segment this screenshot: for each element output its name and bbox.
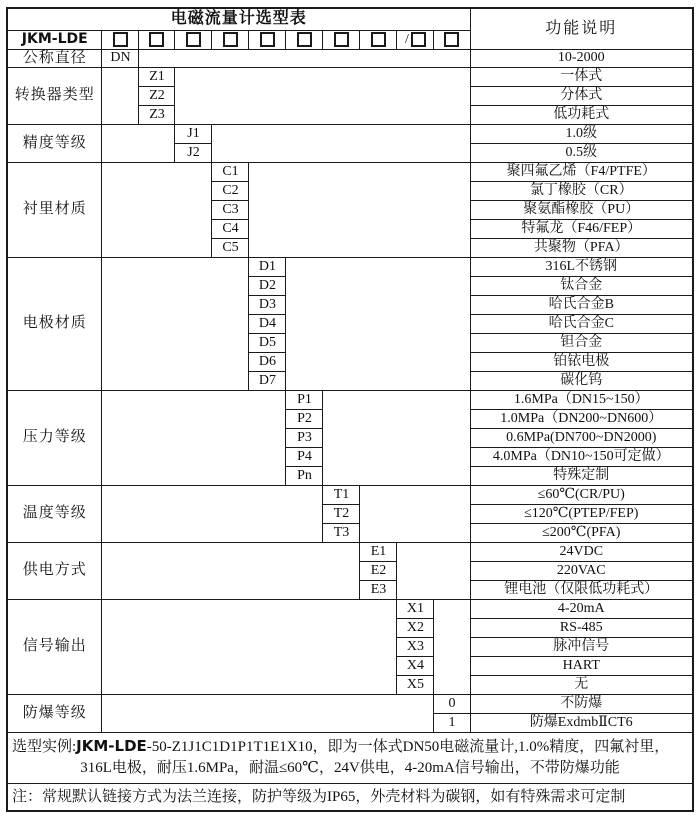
spacer-cell [360,485,470,542]
section-lining-material [7,162,693,181]
desc-D5: 钽合金 [470,333,693,352]
section-converter-type [7,67,693,86]
desc-T2: ≤120℃(PTEP/FEP) [470,504,693,523]
example-prefix: 选型实例: [11,738,77,755]
example-line1-rest: -50-Z1J1C1D1P1T1E1X10，即为一体式DN50电磁流量计,1.0%精度，四氟衬里， [146,738,670,755]
code-X2: X2 [397,618,434,637]
desc-X2: RS-485 [470,618,693,637]
checkbox[interactable] [260,32,275,47]
code-C2: C2 [212,181,249,200]
code-D6: D6 [249,352,286,371]
desc-P4: 4.0MPa（DN10~150可定做） [470,447,693,466]
example-line2: 316L电极，耐压1.6MPa，耐温≤60℃，24V供电，4-20mA信号输出，不带防爆功能 [80,760,620,777]
desc-1: 防爆ExdmbⅡCT6 [470,713,693,732]
code-E2: E2 [360,561,397,580]
code-C4: C4 [212,219,249,238]
code-Z1: Z1 [139,67,175,86]
desc-X1: 4-20mA [470,599,693,618]
desc-DN: 10-2000 [470,49,693,67]
desc-C3: 聚氨酯橡胶（PU） [470,200,693,219]
spacer-cell [102,67,139,124]
desc-Z2: 分体式 [470,86,693,105]
code-D1: D1 [249,257,286,276]
code-P2: P2 [286,409,323,428]
desc-Z1: 一体式 [470,67,693,86]
code-DN: DN [102,49,139,67]
section-accuracy-grade [7,124,693,143]
label-electrode-material: 电极材质 [7,257,102,390]
selection-table [6,7,694,812]
model-checkbox-cell [139,30,175,49]
code-C1: C1 [212,162,249,181]
desc-C1: 聚四氟乙烯（F4/PTFE） [470,162,693,181]
model-name: JKM-LDE [7,30,102,49]
function-header: 功能说明 [470,8,693,49]
checkbox[interactable] [113,32,128,47]
code-T2: T2 [323,504,360,523]
checkbox[interactable] [371,32,386,47]
label-signal-output: 信号输出 [7,599,102,694]
code-0: 0 [434,694,470,713]
checkbox[interactable] [149,32,164,47]
section-signal-output [7,599,693,618]
code-T1: T1 [323,485,360,504]
model-checkbox-cell [212,30,249,49]
desc-C2: 氯丁橡胶（CR） [470,181,693,200]
code-J1: J1 [175,124,212,143]
spacer-cell [102,599,397,694]
section-electrode-material [7,257,693,276]
spacer-cell [249,162,470,257]
code-P1: P1 [286,390,323,409]
code-X1: X1 [397,599,434,618]
desc-X5: 无 [470,675,693,694]
code-P4: P4 [286,447,323,466]
example-model: JKM-LDE [76,736,147,755]
spacer-cell [102,162,212,257]
desc-E1: 24VDC [470,542,693,561]
code-C3: C3 [212,200,249,219]
note-section [7,784,693,811]
checkbox[interactable] [297,32,312,47]
desc-C5: 共聚物（PFA） [470,238,693,257]
desc-D6: 铂铱电极 [470,352,693,371]
example-section [7,732,693,784]
label-explosion-proof: 防爆等级 [7,694,102,732]
code-E1: E1 [360,542,397,561]
code-D5: D5 [249,333,286,352]
model-checkbox-cell [249,30,286,49]
desc-J2: 0.5级 [470,143,693,162]
label-lining-material: 衬里材质 [7,162,102,257]
note-row: 注：常规默认链接方式为法兰连接，防护等级为IP65，外壳材料为碳钢，如有特殊需求可定制 [7,784,693,811]
desc-E3: 锂电池（仅限低功耗式） [470,580,693,599]
checkbox[interactable] [444,32,459,47]
code-C5: C5 [212,238,249,257]
code-1: 1 [434,713,470,732]
desc-D3: 哈氏合金B [470,295,693,314]
section-temperature-grade [7,485,693,504]
label-converter-type: 转换器类型 [7,67,102,124]
section-power-supply [7,542,693,561]
code-E3: E3 [360,580,397,599]
label-accuracy-grade: 精度等级 [7,124,102,162]
label-pressure-grade: 压力等级 [7,390,102,485]
spacer-cell [175,67,470,124]
desc-D4: 哈氏合金C [470,314,693,333]
desc-X3: 脉冲信号 [470,637,693,656]
spacer-cell [212,124,470,162]
desc-D7: 碳化钨 [470,371,693,390]
section-explosion-proof [7,694,693,713]
section-pressure-grade [7,390,693,409]
example-row [7,732,693,784]
title-row [7,8,693,30]
desc-Pn: 特殊定制 [470,466,693,485]
desc-P3: 0.6MPa(DN700~DN2000) [470,428,693,447]
model-checkbox-cell [175,30,212,49]
code-Z2: Z2 [139,86,175,105]
desc-E2: 220VAC [470,561,693,580]
spacer-cell [397,542,470,599]
code-D2: D2 [249,276,286,295]
spacer-cell [286,257,470,390]
model-checkbox-cell [397,30,434,49]
desc-Z3: 低功耗式 [470,105,693,124]
spacer-cell [139,49,470,67]
section-nominal-diameter [7,49,693,67]
spacer-cell [102,542,360,599]
spacer-cell [102,124,175,162]
code-T3: T3 [323,523,360,542]
checkbox[interactable] [223,32,238,47]
code-D4: D4 [249,314,286,333]
spacer-cell [434,599,470,694]
spacer-cell [102,257,249,390]
code-X4: X4 [397,656,434,675]
desc-D2: 钛合金 [470,276,693,295]
table-title: 电磁流量计选型表 [7,8,470,30]
model-checkbox-cell [102,30,139,49]
code-P3: P3 [286,428,323,447]
desc-J1: 1.0级 [470,124,693,143]
desc-0: 不防爆 [470,694,693,713]
checkbox[interactable] [186,32,201,47]
code-J2: J2 [175,143,212,162]
spacer-cell [102,485,323,542]
label-temperature-grade: 温度等级 [7,485,102,542]
code-D3: D3 [249,295,286,314]
desc-C4: 特氟龙（F46/FEP） [470,219,693,238]
model-checkbox-cell [286,30,323,49]
example-line1 [12,736,688,759]
desc-X4: HART [470,656,693,675]
checkbox[interactable] [411,32,426,47]
desc-P2: 1.0MPa（DN200~DN600） [470,409,693,428]
code-X5: X5 [397,675,434,694]
code-Z3: Z3 [139,105,175,124]
spacer-cell [323,390,470,485]
desc-T3: ≤200℃(PFA) [470,523,693,542]
model-checkbox-cell [323,30,360,49]
desc-D1: 316L不锈钢 [470,257,693,276]
code-Pn: Pn [286,466,323,485]
spacer-cell [102,390,286,485]
spacer-cell [102,694,434,732]
code-D7: D7 [249,371,286,390]
desc-T1: ≤60℃(CR/PU) [470,485,693,504]
label-nominal-diameter: 公称直径 [7,49,102,67]
desc-P1: 1.6MPa（DN15~150） [470,390,693,409]
label-power-supply: 供电方式 [7,542,102,599]
code-X3: X3 [397,637,434,656]
model-checkbox-cell [360,30,397,49]
checkbox[interactable] [334,32,349,47]
model-checkbox-cell [434,30,470,49]
slash-separator: / [405,31,409,47]
